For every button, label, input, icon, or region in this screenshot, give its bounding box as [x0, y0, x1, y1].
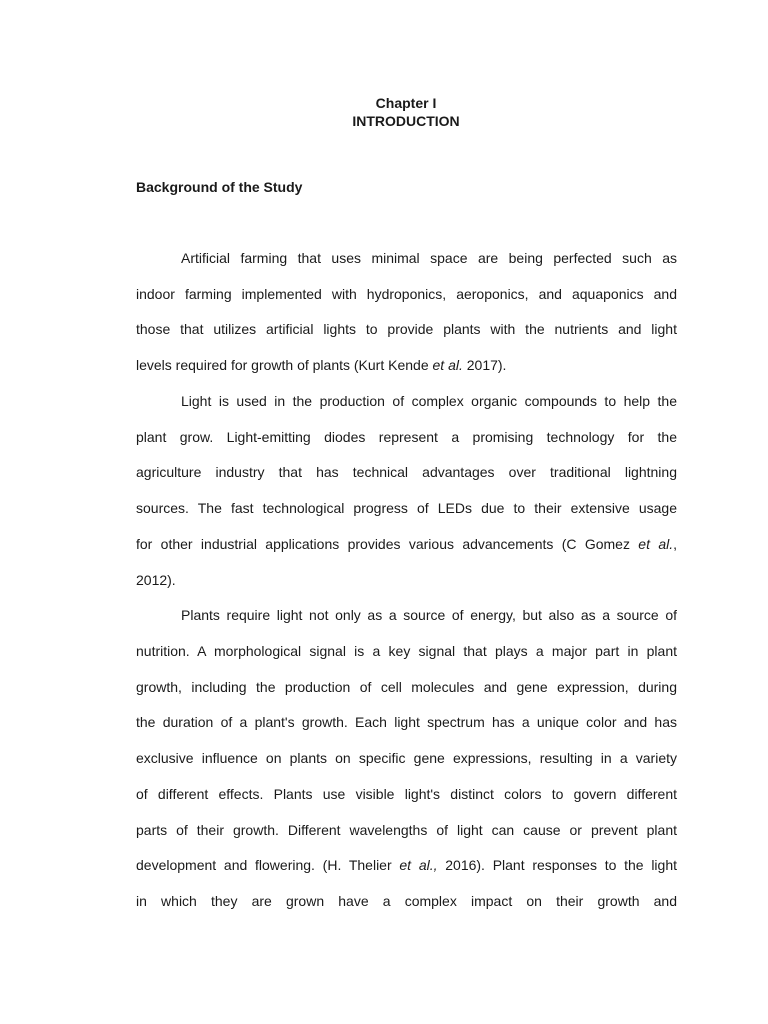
paragraph-line: for other industrial applications provides various advancements (C Gomez et al., [136, 536, 677, 552]
paragraph-line: Artificial farming that uses minimal space are being perfected such as [181, 250, 677, 266]
paragraph-line: Light is used in the production of complex organic compounds to help the [181, 393, 677, 409]
paragraph-line: of different effects. Plants use visible light's distinct colors to govern different [136, 786, 677, 802]
paragraph-line: indoor farming implemented with hydroponics, aeroponics, and aquaponics and [136, 286, 677, 302]
paragraph-line: in which they are grown have a complex impact on their growth and [136, 893, 677, 909]
paragraph-line: exclusive influence on plants on specific gene expressions, resulting in a variety [136, 750, 677, 766]
paragraph-line: growth, including the production of cell molecules and gene expression, during [136, 679, 677, 695]
paragraph-line: plant grow. Light-emitting diodes represent a promising technology for the [136, 429, 677, 445]
paragraph-line: Plants require light not only as a source of energy, but also as a source of [181, 607, 677, 623]
paragraph-line: 2012). [136, 572, 176, 588]
section-heading: Background of the Study [136, 179, 303, 195]
chapter-title: INTRODUCTION [352, 113, 460, 129]
paragraph-line: nutrition. A morphological signal is a key signal that plays a major part in plant [136, 643, 677, 659]
paragraph-line: development and flowering. (H. Thelier et al., 2016). Plant responses to the light [136, 857, 677, 873]
chapter-heading [0, 94, 768, 130]
paragraph-line: levels required for growth of plants (Kurt Kende et al. 2017). [136, 357, 507, 373]
paragraph-line: agriculture industry that has technical advantages over traditional lightning [136, 464, 677, 480]
paragraph-line: those that utilizes artificial lights to provide plants with the nutrients and light [136, 321, 677, 337]
paragraph-line: the duration of a plant's growth. Each light spectrum has a unique color and has [136, 714, 677, 730]
paragraph-line: sources. The fast technological progress of LEDs due to their extensive usage [136, 500, 677, 516]
chapter-label: Chapter I [375, 95, 437, 111]
paragraph-line: parts of their growth. Different wavelengths of light can cause or prevent plant [136, 822, 677, 838]
